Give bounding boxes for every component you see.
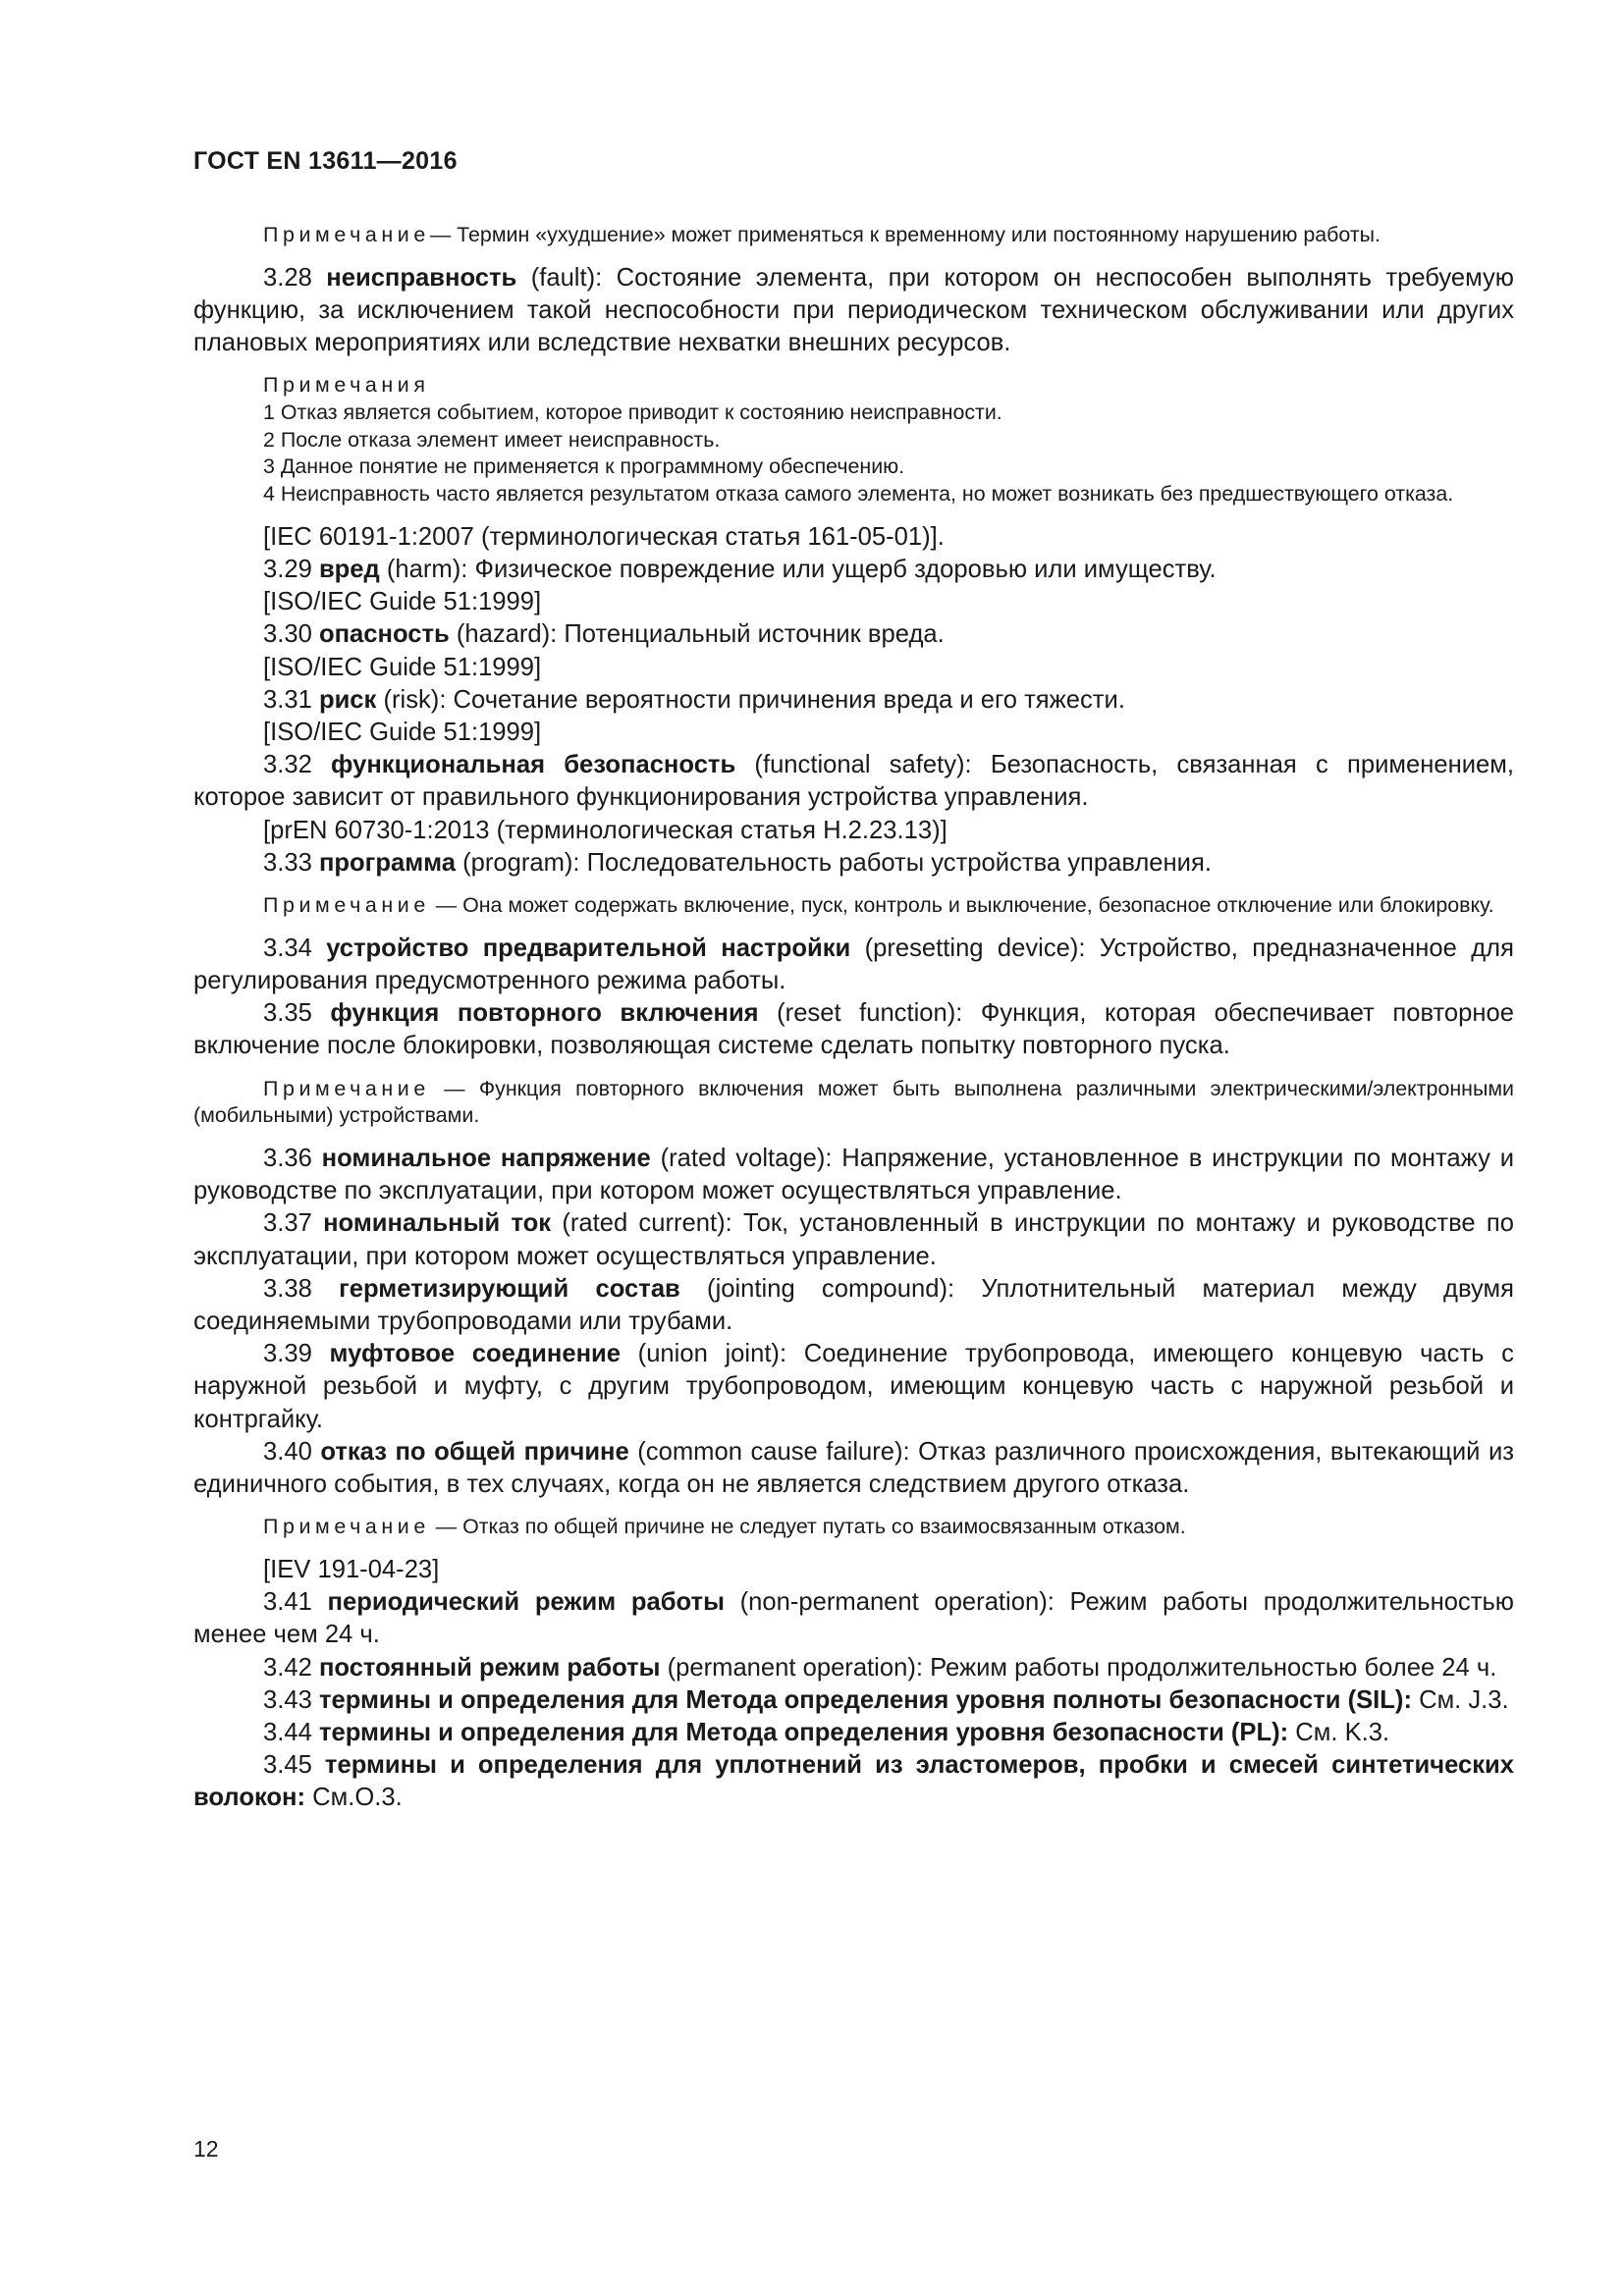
term-number: 3.34: [263, 934, 327, 962]
reference-text: [prEN 60730-1:2013 (терминологическая статья H.2.23.13)]: [263, 816, 947, 844]
term-number: 3.37: [263, 1209, 324, 1238]
note-label: Примечание: [263, 1515, 430, 1539]
term-definition: [193, 1338, 1514, 1436]
term-definition: [193, 554, 1514, 586]
term-number: 3.33: [263, 848, 319, 877]
term-name: постоянный режим работы: [318, 1653, 661, 1682]
term-number: 3.39: [263, 1340, 330, 1368]
reference: [193, 717, 1514, 749]
term-name: отказ по общей причине: [320, 1437, 629, 1466]
term-text: (fault): Состояние элемента, при котором он неспособен выполнять требуемую функцию, за исключением такой неспособности при периодическом техническом обслуживании или других плановых мероприятиях или вследствие нехватки внешних ресурсов.: [193, 263, 1514, 357]
term-definition: [193, 1749, 1514, 1814]
term-text: (rated voltage): Напряжение, установленное в инструкции по монтажу и руководстве по эксплуатации, при котором может осуществляться управление.: [193, 1144, 1514, 1205]
term-number: 3.36: [263, 1144, 322, 1172]
term-name: термины и определения для Метода определения уровня полноты безопасности (SIL):: [318, 1685, 1412, 1714]
term-text: (program): Последовательность работы устройства управления.: [455, 848, 1212, 877]
term-number: 3.40: [263, 1437, 321, 1466]
reference: [193, 652, 1514, 684]
note-item-text: 4 Неисправность часто является результатом отказа самого элемента, но может возникать без предшествующего отказа.: [263, 482, 1454, 507]
term-number: 3.28: [263, 263, 327, 292]
note-item-text: 2 После отказа элемент имеет неисправность.: [263, 427, 721, 452]
note-dash: —: [429, 893, 463, 918]
term-definition: [193, 1684, 1514, 1717]
note-text: Она может содержать включение, пуск, контроль и выключение, безопасное отключение или блокировку.: [462, 893, 1494, 918]
term-name: номинальное напряжение: [321, 1144, 651, 1172]
note-label: Примечание: [263, 223, 430, 246]
note-dash: —: [429, 1515, 463, 1539]
term-name: периодический режим работы: [327, 1588, 725, 1617]
reference-text: [ISO/IEC Guide 51:1999]: [263, 588, 542, 616]
term-definition: [193, 262, 1514, 360]
page-header: ГОСТ EN 13611—2016: [193, 147, 458, 175]
term-definition: [193, 1143, 1514, 1207]
term-name: функциональная безопасность: [331, 751, 736, 779]
term-number: 3.29: [263, 556, 319, 584]
term-name: вред: [318, 556, 380, 584]
note-text: Отказ по общей причине не следует путать со взаимосвязанным отказом.: [462, 1515, 1186, 1539]
note-item-text: 1 Отказ является событием, которое приводит к состоянию неисправности.: [263, 400, 1002, 425]
note: [193, 1514, 1514, 1541]
reference: [193, 521, 1514, 554]
term-number: 3.38: [263, 1274, 340, 1303]
term-name: герметизирующий состав: [339, 1274, 680, 1303]
term-text: См. K.3.: [1288, 1718, 1390, 1746]
term-number: 3.44: [263, 1718, 319, 1746]
term-text: (non-permanent operation): Режим работы продолжительностью менее чем 24 ч.: [193, 1588, 1514, 1649]
note-text: Термин «ухудшение» может применяться к временному или постоянному нарушению работы.: [457, 223, 1380, 246]
term-text: (risk): Сочетание вероятности причинения вреда и его тяжести.: [376, 685, 1125, 714]
notes-heading: [193, 372, 1514, 400]
note: [193, 222, 1514, 249]
term-name: опасность: [318, 620, 450, 649]
note-item: [193, 400, 1514, 427]
note-label: Примечание: [263, 1076, 430, 1100]
term-definition: [193, 847, 1514, 880]
reference: [193, 586, 1514, 618]
term-text: (jointing compound): Уплотнительный материал между двумя соединяемыми трубопроводами или трубами.: [193, 1274, 1514, 1335]
term-number: 3.43: [263, 1685, 319, 1714]
reference-text: [ISO/IEC Guide 51:1999]: [263, 719, 542, 747]
term-name: функция повторного включения: [330, 999, 759, 1028]
term-definition: [193, 997, 1514, 1062]
note-dash: —: [429, 223, 458, 246]
note-item: [193, 481, 1514, 508]
term-name: термины и определения для Метода определения уровня безопасности (PL):: [318, 1718, 1289, 1746]
reference-text: [IEV 191-04-23]: [263, 1555, 440, 1583]
term-text: См. J.3.: [1411, 1685, 1509, 1714]
term-number: 3.31: [263, 685, 319, 714]
term-number: 3.35: [263, 999, 331, 1028]
term-text: (harm): Физическое повреждение или ущерб здоровью или имуществу.: [379, 556, 1217, 584]
note-label: Примечание: [263, 893, 430, 918]
term-definition: [193, 1273, 1514, 1338]
term-text: (functional safety): Безопасность, связанная с применением, которое зависит от правильного функционирования устройства управления.: [193, 751, 1514, 812]
note-item: [193, 454, 1514, 481]
term-text: (permanent operation): Режим работы продолжительностью более 24 ч.: [660, 1653, 1497, 1682]
term-definition: [193, 618, 1514, 651]
term-text: См.O.3.: [305, 1784, 403, 1812]
term-definition: [193, 684, 1514, 717]
term-number: 3.42: [263, 1653, 319, 1682]
term-name: номинальный ток: [323, 1209, 552, 1238]
term-definition: [193, 1586, 1514, 1651]
note: [193, 892, 1514, 920]
term-name: неисправность: [326, 263, 517, 292]
term-text: (union joint): Соединение трубопровода, имеющего концевую часть с наружной резьбой и муфту, с другим трубопроводом, имеющим концевую часть с наружной резьбой и контргайку.: [193, 1340, 1514, 1433]
term-number: 3.32: [263, 751, 332, 779]
page-number: 12: [193, 2136, 219, 2162]
term-number: 3.41: [263, 1588, 328, 1617]
term-definition: [193, 749, 1514, 814]
term-text: (rated current): Ток, установленный в инструкции по монтажу и руководстве по эксплуатации, при котором может осуществляться управление.: [193, 1209, 1514, 1270]
term-definition: [193, 1652, 1514, 1684]
term-name: муфтовое соединение: [329, 1340, 621, 1368]
note: [193, 1076, 1514, 1130]
note-dash: —: [429, 1076, 479, 1100]
note-item: [193, 427, 1514, 454]
term-name: устройство предварительной настройки: [326, 934, 851, 962]
reference-text: [IEC 60191-1:2007 (терминологическая статья 161-05-01)].: [263, 522, 945, 551]
term-definition: [193, 1436, 1514, 1501]
term-definition: [193, 933, 1514, 997]
term-number: 3.30: [263, 620, 319, 649]
notes-label: Примечания: [263, 373, 430, 398]
note-text: Функция повторного включения может быть выполнена различными электрическими/электронными (мобильными) устройствами.: [193, 1076, 1515, 1128]
term-definition: [193, 1717, 1514, 1749]
reference-text: [ISO/IEC Guide 51:1999]: [263, 653, 542, 681]
term-definition: [193, 1207, 1514, 1272]
note-item-text: 3 Данное понятие не применяется к программному обеспечению.: [263, 454, 905, 479]
term-name: термины и определения для уплотнений из эластомеров, пробки и смесей синтетических волокон:: [193, 1751, 1514, 1812]
term-text: (hazard): Потенциальный источник вреда.: [449, 620, 945, 649]
page-body: [193, 222, 1514, 1815]
term-text: (presetting device): Устройство, предназначенное для регулирования предусмотренного режима работы.: [193, 934, 1514, 994]
term-name: риск: [318, 685, 377, 714]
term-number: 3.45: [263, 1751, 325, 1780]
term-text: (common cause failure): Отказ различного происхождения, вытекающий из единичного события, в тех случаях, когда он не является следствием другого отказа.: [193, 1437, 1514, 1499]
term-name: программа: [318, 848, 456, 877]
reference: [193, 815, 1514, 847]
term-text: (reset function): Функция, которая обеспечивает повторное включение после блокировки, позволяющая системе сделать попытку повторного пуска.: [193, 999, 1514, 1060]
reference: [193, 1554, 1514, 1586]
